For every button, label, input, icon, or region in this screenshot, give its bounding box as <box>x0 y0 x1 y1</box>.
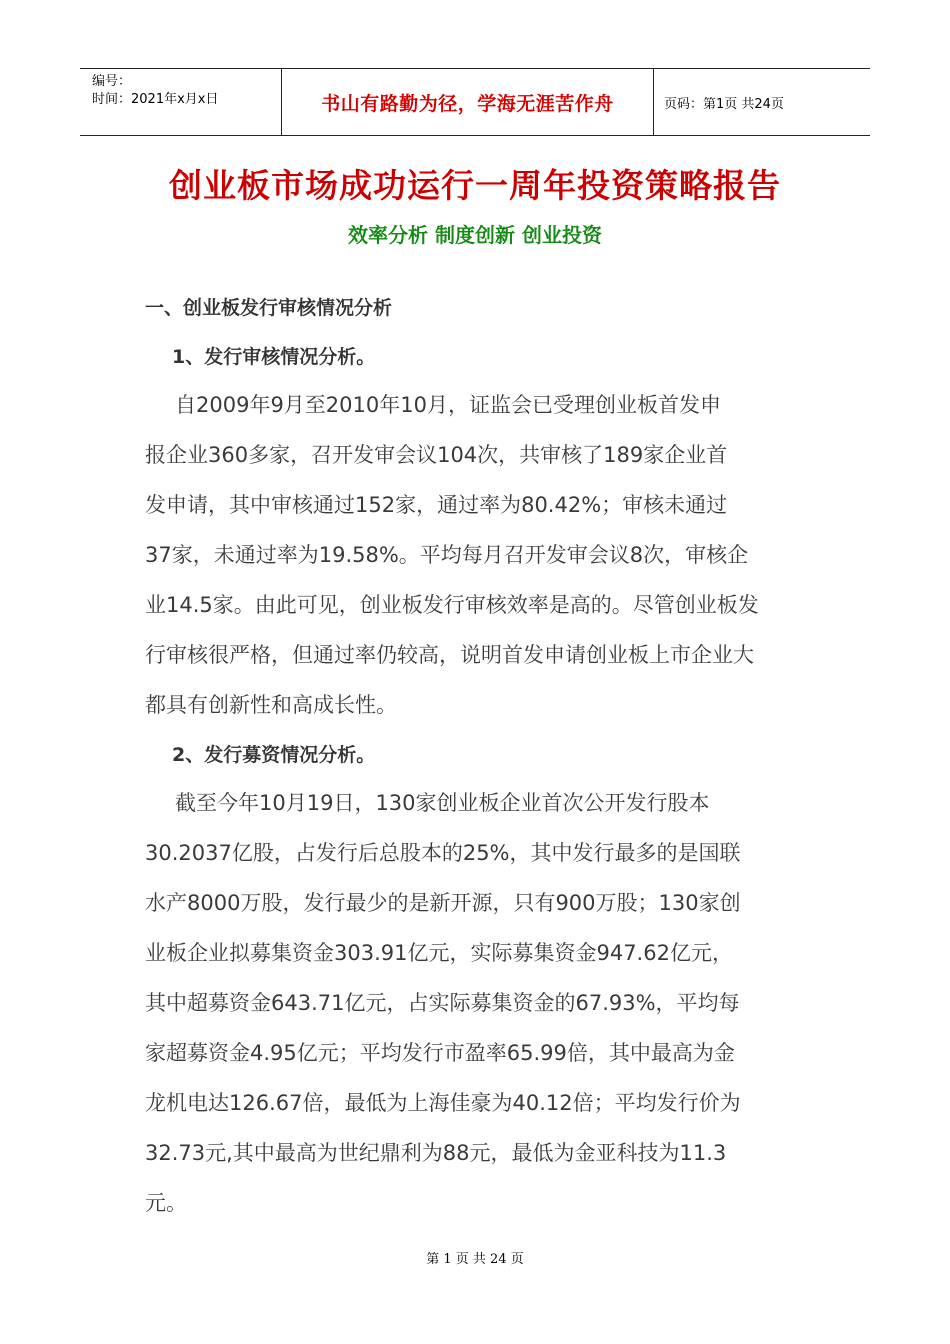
page-footer: 第 1 页 共 24 页 <box>426 1252 524 1267</box>
header-page-info: 页码：第1页 共24页 <box>664 96 784 112</box>
subsection-heading-review: 1、发行审核情况分析。 <box>172 346 376 368</box>
paragraph-line: 家超募资金4.95亿元；平均发行市盈率65.99倍，其中最高为金 <box>145 1041 735 1065</box>
paragraph-line: 龙机电达126.67倍，最低为上海佳豪为40.12倍；平均发行价为 <box>145 1091 741 1115</box>
paragraph-line: 水产8000万股，发行最少的是新开源，只有900万股；130家创 <box>145 891 741 915</box>
subsection-heading-fundraising: 2、发行募资情况分析。 <box>172 744 376 766</box>
header-meta <box>80 69 282 135</box>
header-motto: 书山有路勤为径，学海无涯苦作舟 <box>282 69 654 135</box>
section-heading: 一、创业板发行审核情况分析 <box>145 297 393 319</box>
paragraph-line: 自2009年9月至2010年10月，证监会已受理创业板首发申 <box>175 393 721 417</box>
document-header <box>80 68 870 136</box>
paragraph-line: 报企业360多家，召开发审会议104次，共审核了189家企业首 <box>145 443 728 467</box>
paragraph-line: 发申请，其中审核通过152家，通过率为80.42%；审核未通过 <box>145 493 728 517</box>
paragraph-line: 业板企业拟募集资金303.91亿元，实际募集资金947.62亿元， <box>145 941 733 965</box>
page-subtitle: 效率分析 制度创新 创业投资 <box>348 223 602 247</box>
paragraph-fundraising <box>145 778 815 1228</box>
paragraph-review <box>145 380 815 730</box>
page-title: 创业板市场成功运行一周年投资策略报告 <box>169 166 781 205</box>
paragraph-line: 元。 <box>145 1191 187 1215</box>
paragraph-line: 都具有创新性和高成长性。 <box>145 693 397 717</box>
paragraph-line: 其中超募资金643.71亿元，占实际募集资金的67.93%，平均每 <box>145 991 740 1015</box>
paragraph-line: 截至今年10月19日，130家创业板企业首次公开发行股本 <box>175 791 710 815</box>
paragraph-line: 30.2037亿股，占发行后总股本的25%，其中发行最多的是国联 <box>145 841 741 865</box>
header-number-label: 编号： <box>92 74 132 89</box>
paragraph-line: 32.73元,其中最高为世纪鼎利为88元，最低为金亚科技为11.3 <box>145 1141 727 1165</box>
paragraph-line: 37家，未通过率为19.58%。平均每月召开发审会议8次，审核企 <box>145 543 749 567</box>
header-time-label: 时间：2021年x月x日 <box>92 92 219 107</box>
paragraph-line: 业14.5家。由此可见，创业板发行审核效率是高的。尽管创业板发 <box>145 593 759 617</box>
paragraph-line: 行审核很严格，但通过率仍较高，说明首发申请创业板上市企业大 <box>145 643 754 667</box>
